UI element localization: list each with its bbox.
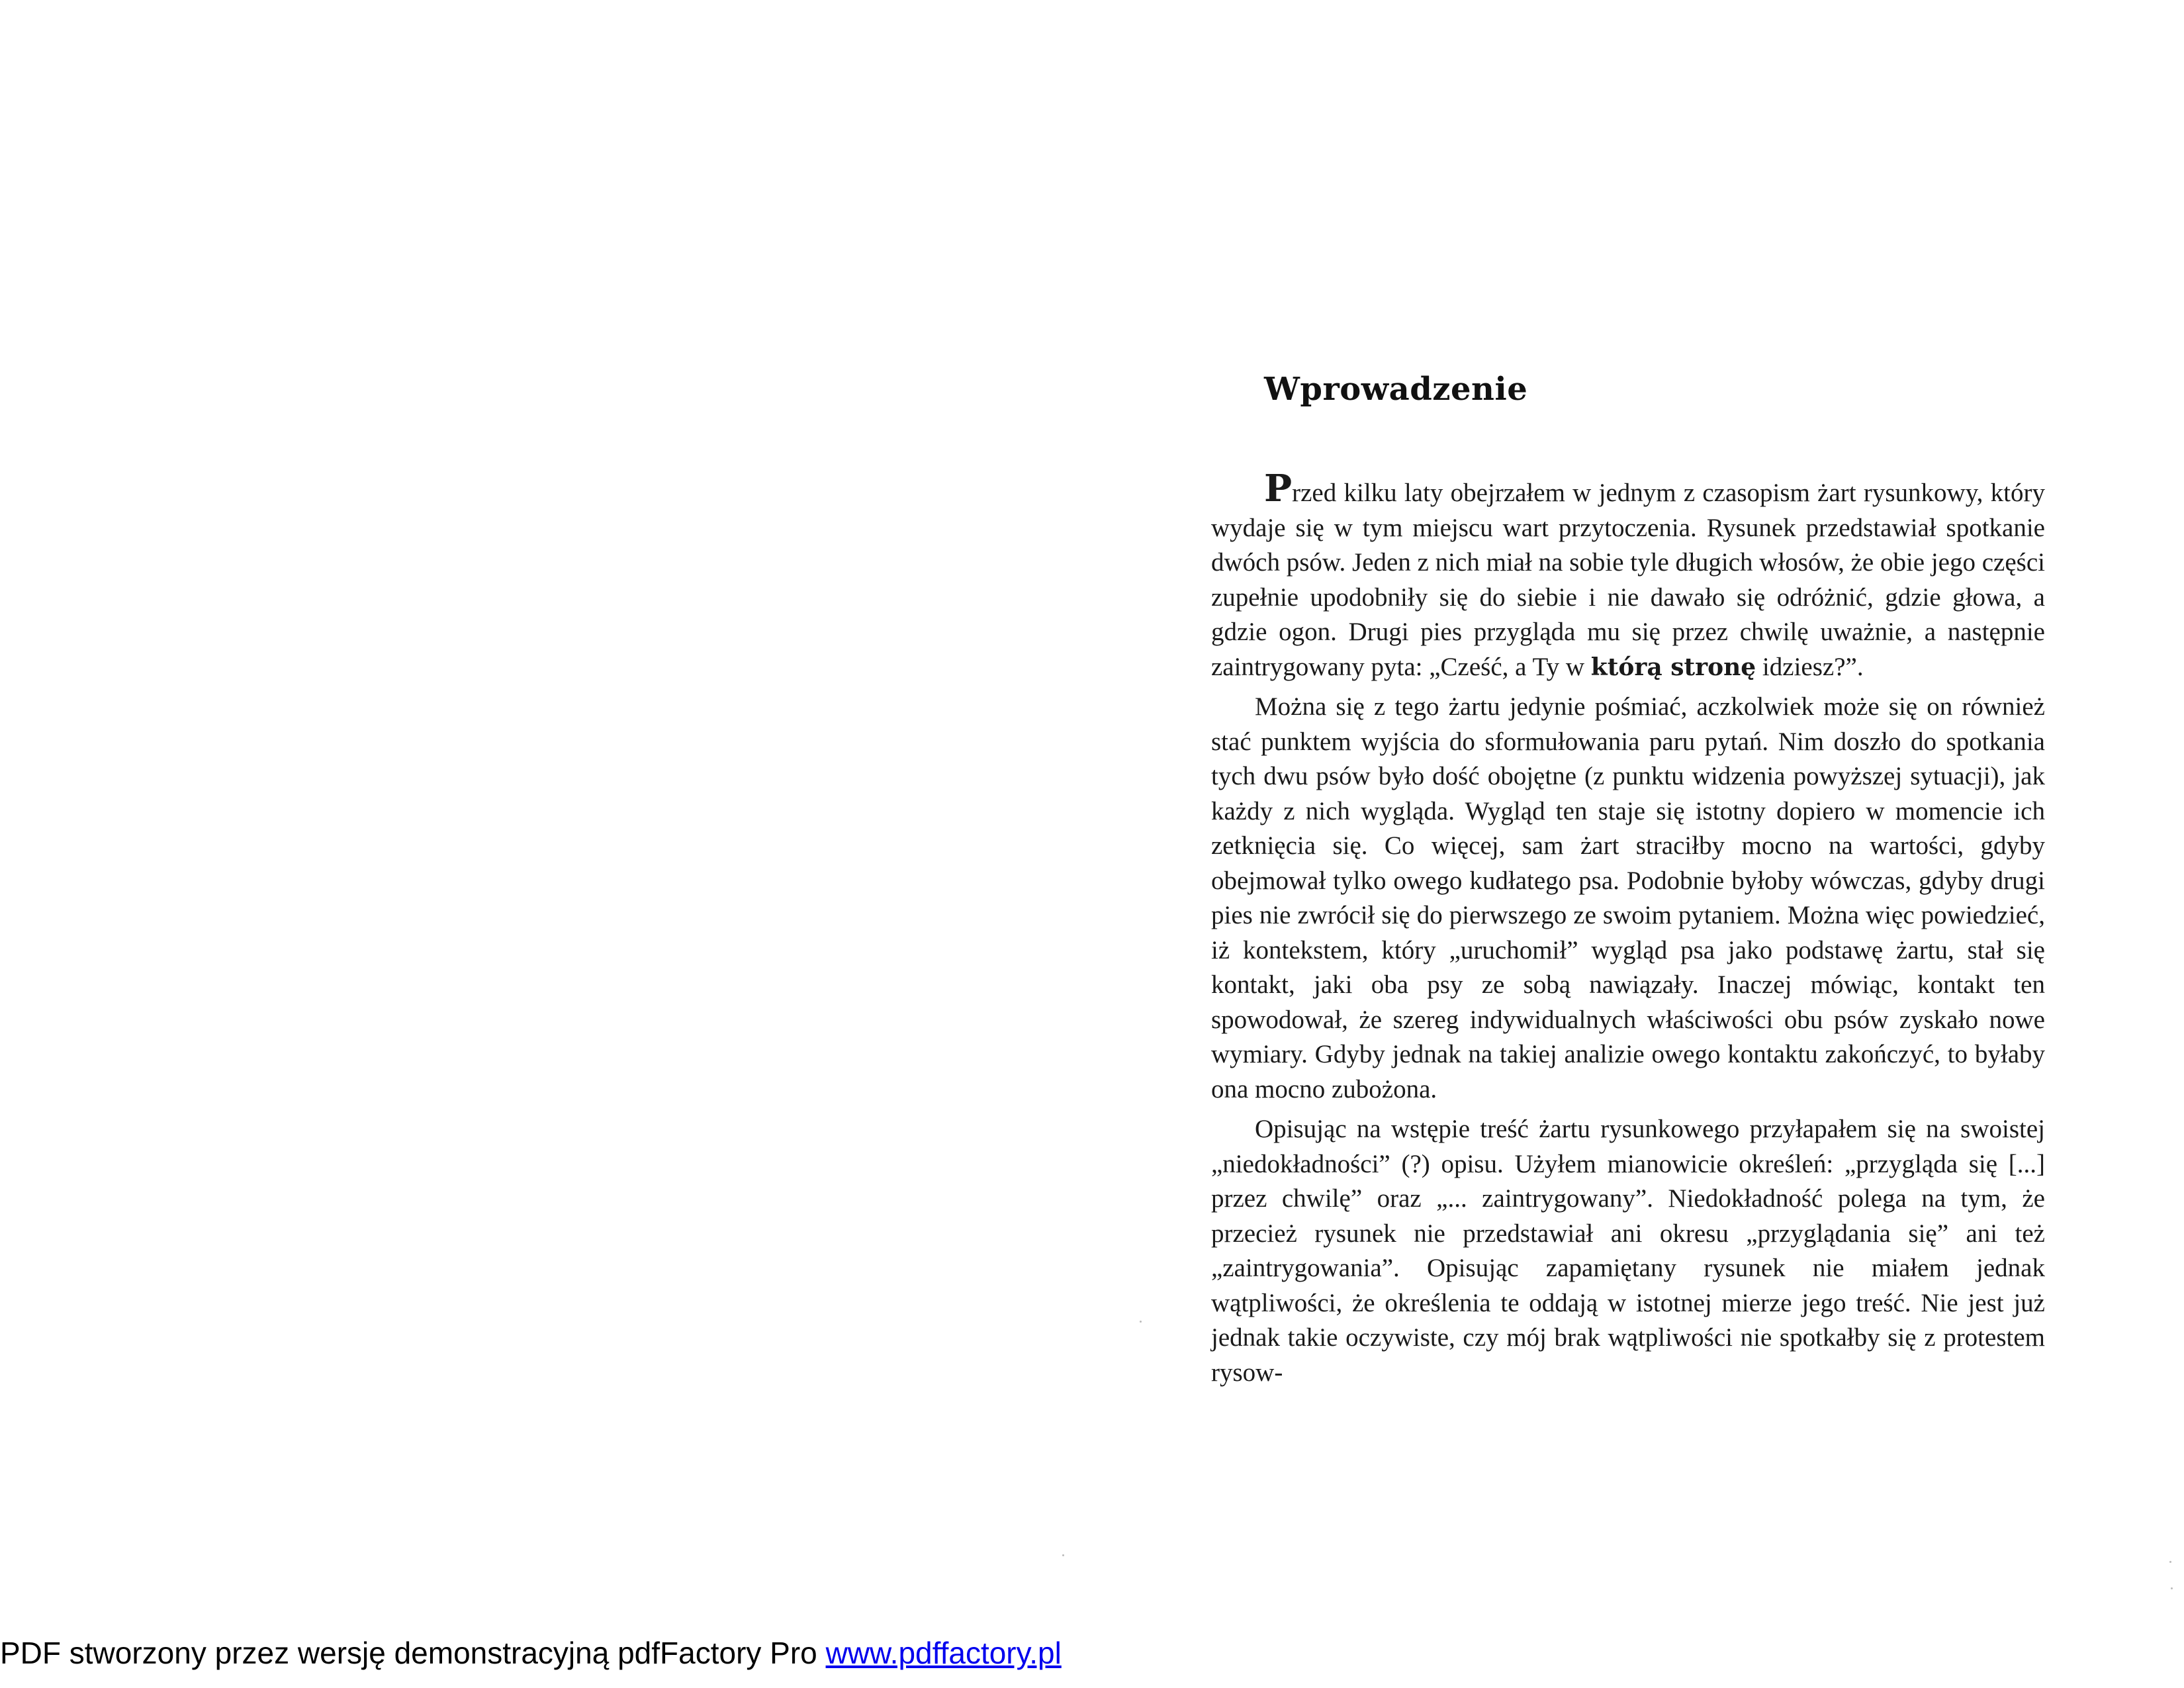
scan-speck	[2171, 1587, 2173, 1589]
footer-text: PDF stworzony przez wersję demonstracyjną pdfFactory Pro	[0, 1636, 826, 1670]
scan-speck	[1062, 1554, 1064, 1556]
scan-speck	[2169, 1561, 2171, 1563]
paragraph-1-end: idziesz?”.	[1756, 652, 1864, 681]
page-right	[1211, 371, 2045, 1395]
drop-cap: P	[1264, 467, 1293, 510]
bold-phrase: którą stronę	[1590, 653, 1756, 681]
paragraph-3: Opisując na wstępie treść żartu rysunkowego przyłapałem się na swoistej „niedokładności” (?) opisu. Użyłem mianowicie określeń: „przygląda się [...] przez chwilę” oraz „... zaintrygowany”. Niedokładność polega na tym, że przecież rysunek nie przedstawiał ani okresu „przyglądania się” ani też „zaintrygowania”. Opisując zapamiętany rysunek nie miałem jednak wątpliwości, że określenia te oddają w istotnej mierze jego treść. Nie jest już jednak takie oczywiste, czy mój brak wątpliwości nie spotkałby się z protestem rysow-	[1211, 1115, 2045, 1387]
chapter-heading: Wprowadzenie	[1264, 371, 1528, 408]
scan-speck	[1140, 1321, 1142, 1323]
paragraph-1	[1211, 467, 2045, 684]
paragraph-1-text: rzed kilku laty obejrzałem w jednym z czasopism żart rysunkowy, który wydaje się w tym miejscu wart przytoczenia. Rysunek przedstawiał spotkanie dwóch psów. Jeden z nich miał na sobie tyle długich włosów, że obie jego części zupełnie upodobniły się do siebie i nie dawało się odróżnić, gdzie głowa, a gdzie ogon. Drugi pies przygląda mu się przez chwilę uważnie, a następnie zaintrygowany pyta: „Cześć, a Ty w	[1211, 479, 2045, 681]
paragraph-2: Można się z tego żartu jedynie pośmiać, aczkolwiek może się on również stać punktem wyjścia do sformułowania paru pytań. Nim doszło do spotkania tych dwu psów było dość obojętne (z punktu widzenia powyższej sytuacji), jak każdy z nich wygląda. Wygląd ten staje się istotny dopiero w momencie ich zetknięcia się. Co więcej, sam żart straciłby mocno na wartości, gdyby obejmował tylko owego kudłatego psa. Podobnie byłoby wówczas, gdyby drugi pies nie zwrócił się do pierwszego ze swoim pytaniem. Można więc powiedzieć, iż kontekstem, który „uruchomił” wygląd psa jako podstawę żartu, stał się kontakt, jaki oba psy ze sobą nawiązały. Inaczej mówiąc, kontakt ten spowodował, że szereg indywidualnych właściwości obu psów zyskało nowe wymiary. Gdyby jednak na takiej analizie owego kontaktu zakończyć, to byłaby ona mocno zubożona.	[1211, 692, 2045, 1103]
chapter-body	[1211, 467, 2045, 1390]
footer-link[interactable]: www.pdffactory.pl	[825, 1636, 1062, 1670]
pdf-footer	[0, 1635, 1062, 1671]
